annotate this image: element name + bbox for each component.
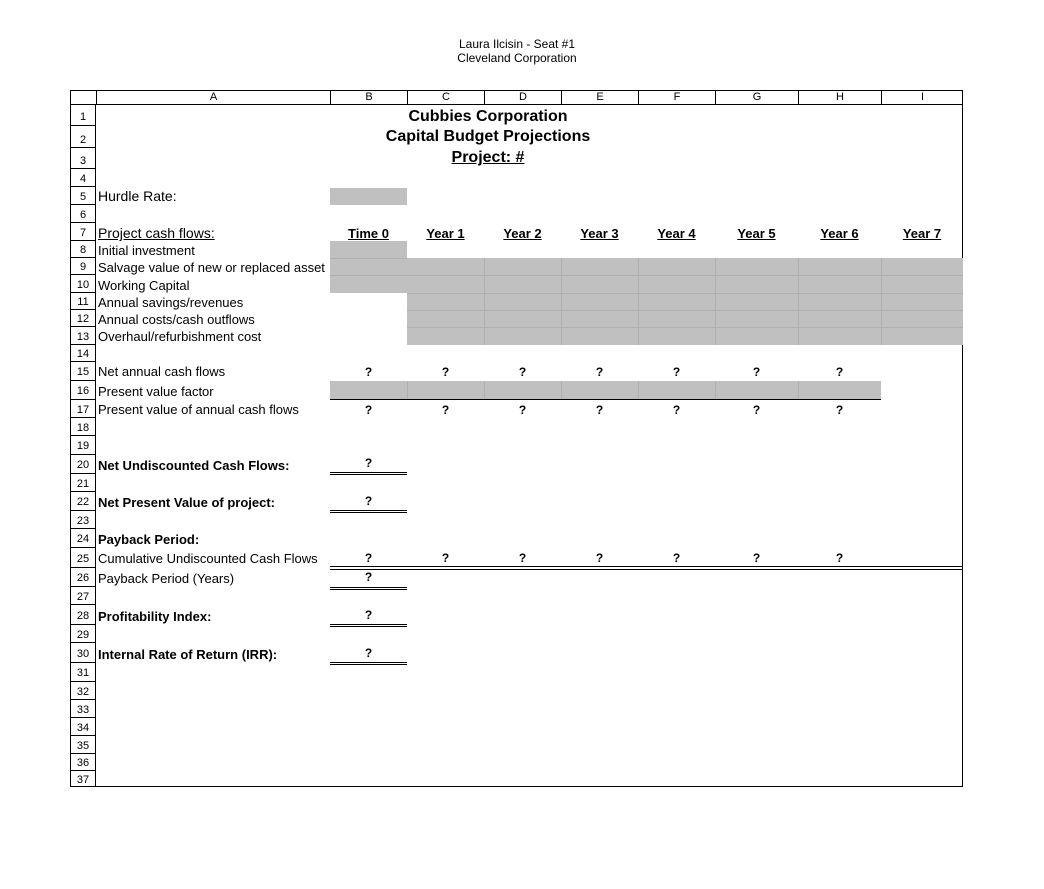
row-header[interactable]: 25 — [70, 548, 96, 568]
row-header[interactable]: 26 — [70, 568, 96, 587]
column-header-c[interactable]: C — [407, 90, 484, 105]
header-line-2: Cleveland Corporation — [457, 51, 577, 65]
cumulative-year1[interactable]: ? — [441, 551, 450, 565]
row-header[interactable]: 37 — [76, 774, 90, 786]
grid-line — [484, 258, 485, 345]
grid-line — [798, 381, 799, 400]
row-header[interactable]: 27 — [70, 587, 96, 605]
net-cash-flow-year5[interactable]: ? — [752, 365, 761, 379]
row-header[interactable]: 15 — [70, 362, 96, 381]
pv-annual-cash-flows-label: Present value of annual cash flows — [98, 402, 299, 417]
cumulative-year4[interactable]: ? — [672, 551, 681, 565]
grid-line — [407, 310, 963, 311]
row-header[interactable]: 22 — [70, 492, 96, 511]
grid-line — [638, 381, 639, 400]
row-header[interactable]: 36 — [70, 754, 96, 771]
irr-value[interactable]: ? — [330, 646, 407, 665]
row-header[interactable]: 32 — [70, 682, 96, 700]
column-header-i[interactable]: I — [881, 90, 963, 105]
grid-line — [407, 275, 963, 276]
grid-line — [638, 258, 639, 345]
grid-line — [484, 381, 485, 400]
grid-line — [715, 381, 716, 400]
grid-line — [330, 258, 407, 259]
year-header-time-0: Time 0 — [348, 226, 389, 241]
hurdle-rate-input[interactable] — [330, 188, 407, 205]
row-header[interactable]: 12 — [70, 310, 96, 327]
grid-line — [561, 381, 562, 400]
column-header-d[interactable]: D — [484, 90, 561, 105]
grid-line — [407, 381, 408, 400]
salvage-value-label: Salvage value of new or replaced asset — [98, 260, 325, 275]
net-annual-cash-flows-label: Net annual cash flows — [98, 364, 226, 379]
column-header-h[interactable]: H — [798, 90, 881, 105]
row-header[interactable]: 23 — [70, 511, 96, 529]
net-undiscounted-value[interactable]: ? — [330, 456, 407, 475]
page-header — [0, 37, 1034, 65]
pv-cash-flow-year3[interactable]: ? — [595, 403, 604, 417]
row-header[interactable]: 17 — [70, 400, 96, 418]
annual-costs-label: Annual costs/cash outflows — [98, 312, 255, 327]
yearly-input-block[interactable] — [407, 258, 963, 345]
hurdle-rate-label: Hurdle Rate: — [98, 188, 177, 204]
pv-cash-flow-year4[interactable]: ? — [672, 403, 681, 417]
row-header[interactable]: 14 — [70, 345, 96, 362]
net-cash-flow-year1[interactable]: ? — [441, 365, 450, 379]
annual-savings-label: Annual savings/revenues — [98, 295, 244, 310]
year-header-year-2: Year 2 — [503, 226, 542, 241]
cumulative-undiscounted-label: Cumulative Undiscounted Cash Flows — [98, 551, 318, 566]
row-header[interactable]: 34 — [70, 718, 96, 736]
npv-label: Net Present Value of project: — [98, 495, 275, 510]
row-header[interactable]: 1 — [70, 108, 96, 126]
row-header[interactable]: 4 — [70, 169, 96, 187]
row-header[interactable]: 30 — [70, 643, 96, 663]
year-header-year-1: Year 1 — [426, 226, 465, 241]
grid-line — [881, 258, 882, 345]
project-title[interactable]: Project: # — [451, 149, 525, 166]
grid-line — [407, 327, 963, 328]
row-header[interactable]: 3 — [70, 148, 96, 169]
row-header[interactable]: 35 — [70, 736, 96, 754]
profitability-index-value[interactable]: ? — [330, 608, 407, 627]
payback-period-label: Payback Period: — [98, 532, 200, 547]
cumulative-border-top — [330, 566, 963, 567]
overhaul-cost-label: Overhaul/refurbishment cost — [98, 329, 262, 344]
row-header[interactable]: 5 — [70, 187, 96, 205]
year-header-year-5: Year 5 — [737, 226, 776, 241]
column-header-b[interactable]: B — [330, 90, 407, 105]
row-header[interactable]: 31 — [70, 663, 96, 682]
cumulative-time0[interactable]: ? — [364, 551, 373, 565]
row-header[interactable]: 13 — [70, 327, 96, 345]
profitability-index-label: Profitability Index: — [98, 609, 212, 624]
cumulative-year3[interactable]: ? — [595, 551, 604, 565]
cumulative-year6[interactable]: ? — [835, 551, 844, 565]
time0-input-block[interactable] — [330, 241, 407, 293]
year-header-year-7: Year 7 — [902, 226, 942, 241]
net-undiscounted-label: Net Undiscounted Cash Flows: — [98, 458, 290, 473]
grid-line — [798, 258, 799, 345]
row-header[interactable]: 18 — [70, 418, 96, 436]
year-header-year-6: Year 6 — [820, 226, 859, 241]
row-header[interactable]: 2 — [70, 126, 96, 148]
row-header[interactable]: 24 — [70, 529, 96, 548]
row-header[interactable]: 21 — [70, 474, 96, 492]
payback-years-label: Payback Period (Years) — [98, 571, 235, 586]
net-cash-flow-year4[interactable]: ? — [672, 365, 681, 379]
project-cash-flows-label: Project cash flows: — [98, 225, 215, 241]
row-header[interactable]: 10 — [70, 275, 96, 293]
column-header-a[interactable]: A — [96, 90, 330, 105]
report-subtitle: Capital Budget Projections — [385, 128, 591, 145]
pv-cash-flow-year6[interactable]: ? — [835, 403, 844, 417]
spreadsheet-frame — [70, 90, 963, 787]
pv-cash-flow-year5[interactable]: ? — [752, 403, 761, 417]
column-header-e[interactable]: E — [561, 90, 638, 105]
row-header[interactable]: 20 — [70, 455, 96, 474]
grid-line — [407, 293, 963, 294]
row-header[interactable]: 8 — [70, 241, 96, 258]
row-header[interactable]: 6 — [70, 205, 96, 223]
pv-cash-flow-time0[interactable]: ? — [364, 403, 373, 417]
npv-value[interactable]: ? — [330, 494, 407, 513]
row-header[interactable]: 9 — [70, 258, 96, 275]
year-header-year-4: Year 4 — [657, 226, 696, 241]
working-capital-label: Working Capital — [98, 278, 190, 293]
row-header[interactable]: 16 — [70, 381, 96, 400]
pv-factor-label: Present value factor — [98, 384, 214, 399]
row-header[interactable]: 11 — [70, 293, 96, 310]
net-cash-flow-year6[interactable]: ? — [835, 365, 844, 379]
column-header-g[interactable]: G — [715, 90, 798, 105]
column-header-f[interactable]: F — [638, 90, 715, 105]
pv-factor-bottom-border — [330, 399, 881, 400]
irr-label: Internal Rate of Return (IRR): — [98, 647, 278, 662]
cumulative-year2[interactable]: ? — [518, 551, 527, 565]
year-header-year-3: Year 3 — [580, 226, 619, 241]
row-header[interactable]: 29 — [70, 625, 96, 643]
initial-investment-label: Initial investment — [98, 243, 195, 258]
header-line-1: Laura Ilcisin - Seat #1 — [458, 37, 576, 51]
pv-cash-flow-year2[interactable]: ? — [518, 403, 527, 417]
pv-cash-flow-year1[interactable]: ? — [441, 403, 450, 417]
payback-years-value[interactable]: ? — [330, 570, 407, 590]
net-cash-flow-year2[interactable]: ? — [518, 365, 527, 379]
row-header[interactable]: 33 — [70, 700, 96, 718]
cumulative-year5[interactable]: ? — [752, 551, 761, 565]
net-cash-flow-year3[interactable]: ? — [595, 365, 604, 379]
net-cash-flow-time0[interactable]: ? — [364, 365, 373, 379]
row-header[interactable]: 28 — [70, 605, 96, 625]
grid-line — [330, 275, 407, 276]
company-title: Cubbies Corporation — [408, 108, 568, 125]
row-header[interactable]: 7 — [70, 223, 96, 241]
grid-line — [715, 258, 716, 345]
cumulative-border-bottom — [330, 569, 963, 570]
grid-line — [561, 258, 562, 345]
row-header[interactable]: 19 — [70, 436, 96, 455]
